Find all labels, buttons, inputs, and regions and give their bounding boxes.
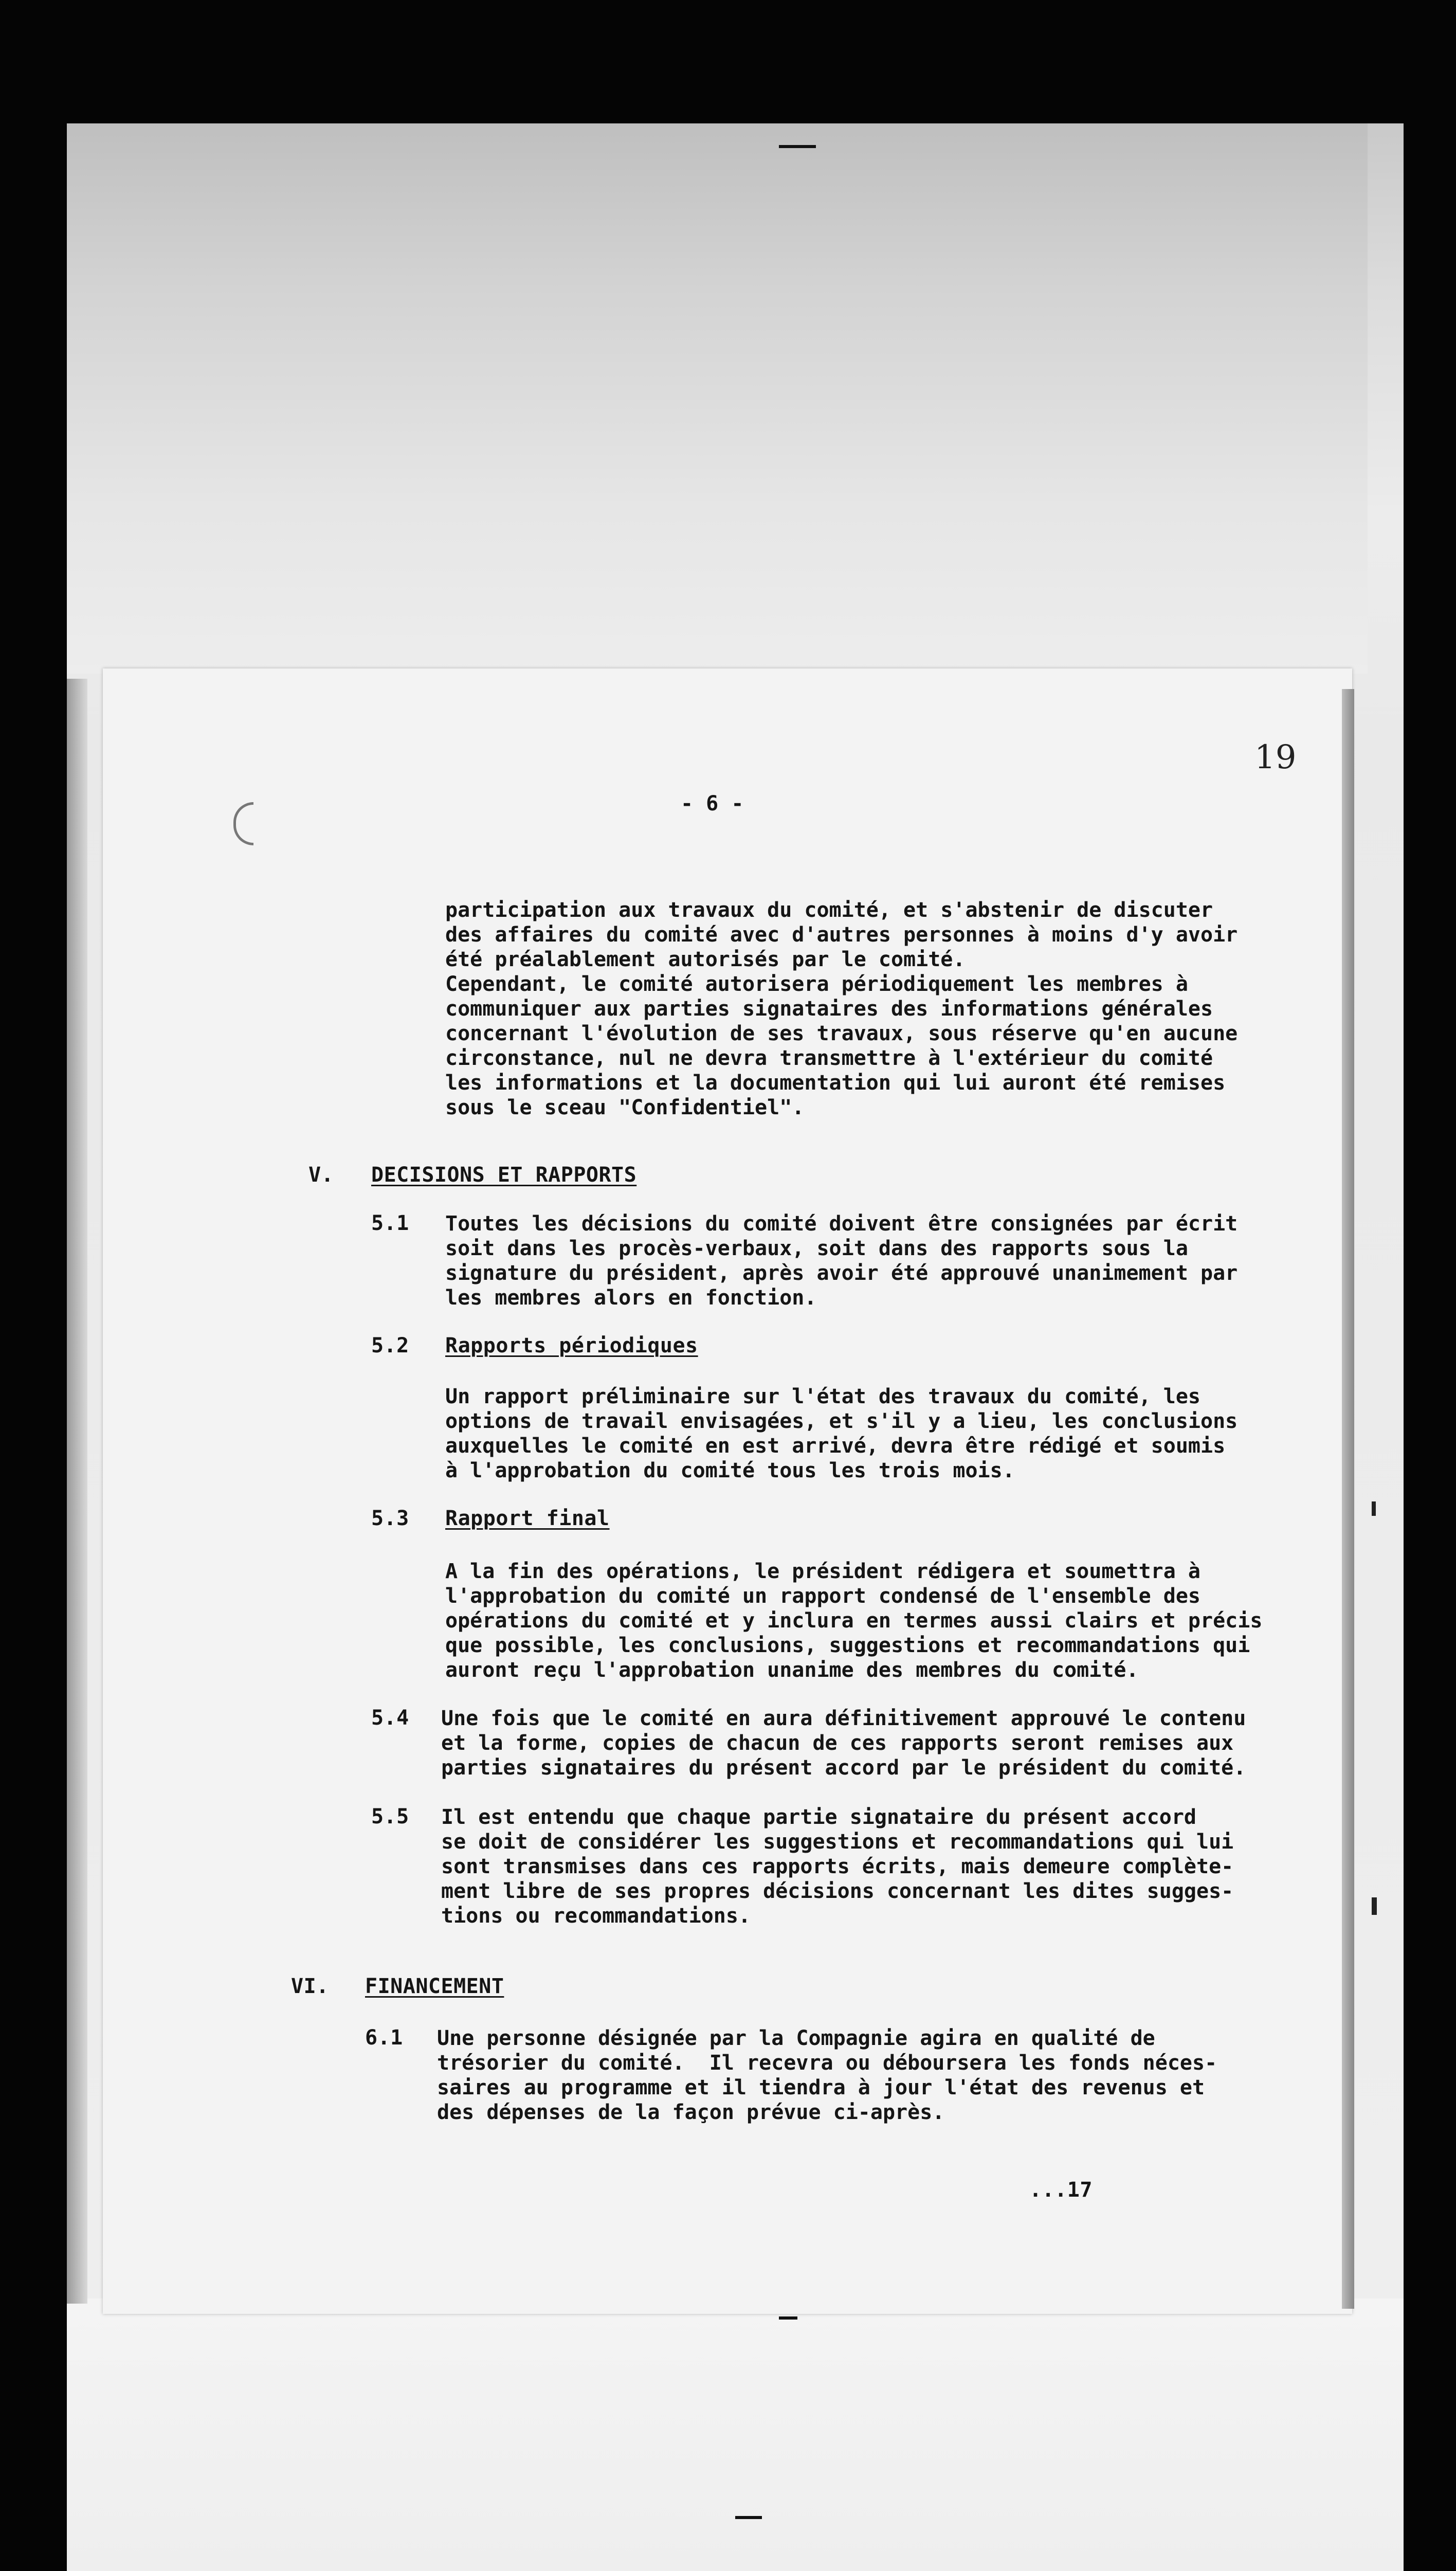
text-line: sous le sceau "Confidentiel". [445,1096,805,1119]
text-line: et la forme, copies de chacun de ces rapports seront remises aux [441,1731,1234,1755]
page-right-edge [1342,689,1354,2309]
text-line: ment libre de ses propres décisions concernant les dites sugges- [441,1879,1234,1903]
text-line: Cependant, le comité autorisera périodiquement les membres à [445,972,1188,996]
text-line: Toutes les décisions du comité doivent être consignées par écrit [445,1212,1238,1236]
text-line: soit dans les procès-verbaux, soit dans des rapports sous la [445,1237,1188,1260]
text-line: saires au programme et il tiendra à jour l'état des revenus et [437,2076,1205,2099]
text-line: trésorier du comité. Il recevra ou déboursera les fonds néces- [437,2051,1217,2075]
clause-5-2-number: 5.2 [371,1334,409,1357]
text-line: été préalablement autorisés par le comité. [445,948,966,971]
next-page-fragment [67,2298,1404,2571]
text-line: à l'approbation du comité tous les trois mois. [445,1459,1015,1482]
edge-mark [1372,1897,1377,1915]
text-line: sont transmises dans ces rapports écrits, mais demeure complète- [441,1855,1234,1878]
text-line: Une fois que le comité en aura définitivement approuvé le contenu [441,1707,1246,1730]
frame-mark-lower [735,2516,762,2519]
section-vi-title: FINANCEMENT [365,1975,504,1998]
clause-5-1-text [445,1211,1237,1310]
text-line: les informations et la documentation qui lui auront été remises [445,1071,1226,1095]
clause-5-3-title: Rapport final [445,1507,610,1530]
text-line: des affaires du comité avec d'autres personnes à moins d'y avoir [445,923,1238,947]
clause-5-3-number: 5.3 [371,1507,409,1530]
intro-paragraph [445,898,1237,1120]
text-line: A la fin des opérations, le président rédigera et soumettra à [445,1560,1201,1583]
clause-5-3-text [445,1559,1262,1682]
text-line: Une personne désignée par la Compagnie agira en qualité de [437,2026,1155,2050]
text-line: auxquelles le comité en est arrivé, devra être rédigé et soumis [445,1434,1226,1458]
clause-5-4-text [441,1706,1246,1780]
text-line: auront reçu l'approbation unanime des membres du comité. [445,1658,1139,1682]
text-line: que possible, les conclusions, suggestions et recommandations qui [445,1634,1250,1657]
clause-6-1-text [437,2026,1217,2125]
clause-5-1-number: 5.1 [371,1211,409,1235]
section-v-title: DECISIONS ET RAPPORTS [371,1163,637,1187]
text-line: signature du président, après avoir été approuvé unanimement par [445,1261,1238,1285]
page-left-edge [67,679,87,2304]
text-line: parties signataires du présent accord par le président du comité. [441,1756,1246,1780]
text-line: opérations du comité et y inclura en termes aussi clairs et précis [445,1609,1263,1633]
section-v-number: V. [308,1163,334,1187]
text-line: communiquer aux parties signataires des informations générales [445,997,1213,1021]
clause-5-4-number: 5.4 [371,1706,409,1730]
section-vi-number: VI. [291,1975,329,1998]
edge-mark [1372,1501,1376,1516]
text-line: Il est entendu que chaque partie signataire du présent accord [441,1805,1197,1829]
frame-mark-middle [779,2316,797,2320]
frame-mark-top [779,145,816,148]
text-line: les membres alors en fonction. [445,1286,817,1310]
text-line: participation aux travaux du comité, et s'abstenir de discuter [445,898,1213,922]
text-line: l'approbation du comité un rapport condensé de l'ensemble des [445,1584,1201,1608]
folio-number: 19 [1254,738,1297,776]
previous-page-fragment [67,123,1368,674]
text-line: options de travail envisagées, et s'il y a lieu, les conclusions [445,1409,1238,1433]
clause-5-5-text [441,1805,1233,1928]
clause-6-1-number: 6.1 [365,2026,403,2050]
continuation-marker: ...17 [1029,2178,1093,2202]
page-number: - 6 - [681,792,744,816]
clause-5-2-text [445,1384,1237,1483]
clause-5-5-number: 5.5 [371,1805,409,1828]
text-line: des dépenses de la façon prévue ci-après. [437,2101,945,2124]
text-line: tions ou recommandations. [441,1904,751,1928]
text-line: circonstance, nul ne devra transmettre à l'extérieur du comité [445,1046,1213,1070]
text-line: se doit de considérer les suggestions et recommandations qui lui [441,1830,1234,1854]
text-line: concernant l'évolution de ses travaux, sous réserve qu'en aucune [445,1022,1238,1045]
text-line: Un rapport préliminaire sur l'état des travaux du comité, les [445,1385,1201,1408]
clause-5-2-title: Rapports périodiques [445,1334,698,1357]
